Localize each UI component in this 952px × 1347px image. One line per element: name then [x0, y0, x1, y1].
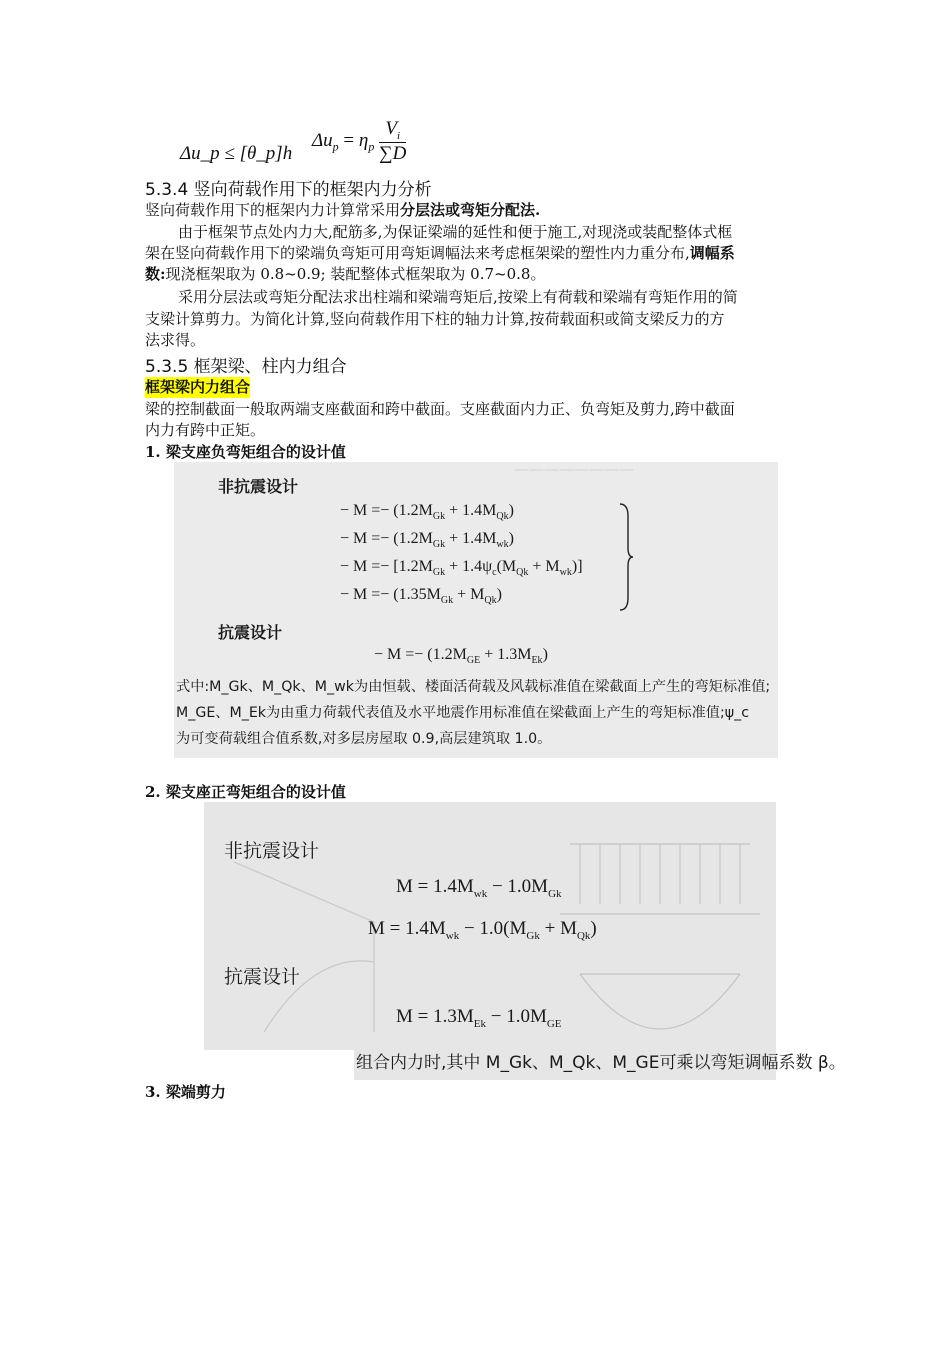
sec534-p1-b: 分层法或弯矩分配法. [400, 201, 541, 219]
scan2-formula-2: $M = 1.4M_{wk} - 1.0(M_{Gk} + M_{Qk})$ [368, 918, 597, 942]
section-535-heading: 5.3.5 框架梁、柱内力组合 [145, 357, 347, 377]
scan1-formula-4: − $M =- (1.35M_{Gk} + M_{Qk})$ [340, 586, 502, 607]
sec534-p3-line2: 支梁计算剪力。为简化计算,竖向荷载作用下柱的轴力计算,按荷载面积或简支梁反力的方 [145, 310, 725, 328]
scan1-formula-2: − $M =- (1.2M_{Gk} + 1.4M_{wk})$ [340, 530, 514, 551]
scan1-non-seismic: 非抗震设计 [218, 477, 299, 496]
scan2-formula-3: $M = 1.3M_{Ek} - 1.0M_{GE}$ [396, 1006, 562, 1030]
sec534-p2-line3-b: 现浇框架取为 0.8~0.9; 装配整体式框架取为 0.7~0.8。 [165, 265, 546, 283]
formula-lhs-sub: p [332, 139, 339, 154]
sec534-p2-line3-a: 数: [145, 265, 166, 283]
right-brace-icon [618, 502, 634, 612]
item-2-heading: 2. 梁支座正弯矩组合的设计值 [145, 783, 346, 801]
scan-positive-moment [204, 802, 846, 1080]
scan1-seismic: 抗震设计 [218, 623, 283, 642]
sec534-p1 [145, 200, 540, 221]
faded-curve-left [224, 842, 384, 1042]
white-patch [204, 1050, 354, 1080]
sec534-p3-line3: 法求得。 [145, 331, 206, 349]
sec534-p2-line3 [145, 264, 545, 285]
drift-limit-formula: Δu_p ≤ [θ_p]h [180, 143, 293, 164]
item-1-heading: 1. 梁支座负弯矩组合的设计值 [145, 443, 346, 461]
sec535-p1-line2: 内力有跨中正矩。 [145, 421, 266, 439]
scan1-note-1: 式中:M_Gk、M_Qk、M_wk为由恒载、楼面活荷载及风载标准值在梁截面上产生的弯矩标准值; [176, 679, 771, 695]
frac-num: V [385, 118, 397, 139]
formula-eta-sub: p [368, 139, 375, 154]
sec534-p2-line1: 由于框架节点处内力大,配筋多,为保证梁端的延性和便于施工,对现浇或装配整体式框 [178, 223, 733, 241]
scan2-seismic: 抗震设计 [224, 966, 301, 988]
sec534-p1-a: 竖向荷载作用下的框架内力计算常采用 [145, 201, 401, 219]
frac-num-sub: i [396, 129, 401, 142]
sec534-p3-line1: 采用分层法或弯矩分配法求出柱端和梁端弯矩后,按梁上有荷载和梁端有弯矩作用的简 [178, 288, 738, 306]
scan2-note: 组合内力时,其中 M_Gk、M_Qk、M_GE可乘以弯矩调幅系数 β。 [356, 1053, 846, 1073]
scan2-formula-1: $M = 1.4M_{wk} - 1.0M_{Gk}$ [396, 876, 562, 900]
scan1-formula-1: − $M =- (1.2M_{Gk} + 1.4M_{Qk})$ [340, 502, 514, 523]
formula-eq: = [343, 129, 355, 151]
scan2-non-seismic: 非抗震设计 [224, 840, 320, 862]
item-3-heading: 3. 梁端剪力 [145, 1083, 226, 1101]
sec534-p2-line2-a: 架在竖向荷载作用下的梁端负弯矩可用弯矩调幅法来考虑框架梁的塑性内力重分布, [145, 244, 690, 262]
section-534-heading: 5.3.4 竖向荷载作用下的框架内力分析 [145, 180, 432, 200]
formula-lhs: Δu [312, 129, 333, 151]
sec534-p2-line2 [145, 243, 735, 264]
scan1-note-3: 为可变荷载组合值系数,对多层房屋取 0.9,高层建筑取 1.0。 [176, 731, 552, 747]
scan-negative-moment [174, 462, 778, 758]
scan1-formula-5: − $M =- (1.2M_{GE} + 1.3M_{Ek})$ [374, 646, 548, 667]
formula-eta: η [358, 129, 369, 151]
sec535-p1-line1: 梁的控制截面一般取两端支座截面和跨中截面。支座截面内力正、负弯矩及剪力,跨中截面 [145, 400, 735, 418]
scan1-formula-3: − $M =- [1.2M_{Gk} + 1.4\psi_c(M_{Qk} + M_{wk})]$ [340, 558, 583, 579]
frac-den: ∑D [379, 142, 407, 164]
highlight-beam-combination: 框架梁内力组合 [145, 378, 251, 396]
formula-fraction [379, 118, 406, 165]
drift-ratio-formula [312, 118, 406, 165]
sec534-p2-line2-b: 调幅系 [689, 244, 735, 262]
bleed-text: ———————— [514, 460, 634, 478]
faded-beam-diagram [560, 824, 760, 1064]
scan1-note-2: M_GE、M_Ek为由重力荷载代表值及水平地震作用标准值在梁截面上产生的弯矩标准值;ψ_c [176, 705, 750, 721]
